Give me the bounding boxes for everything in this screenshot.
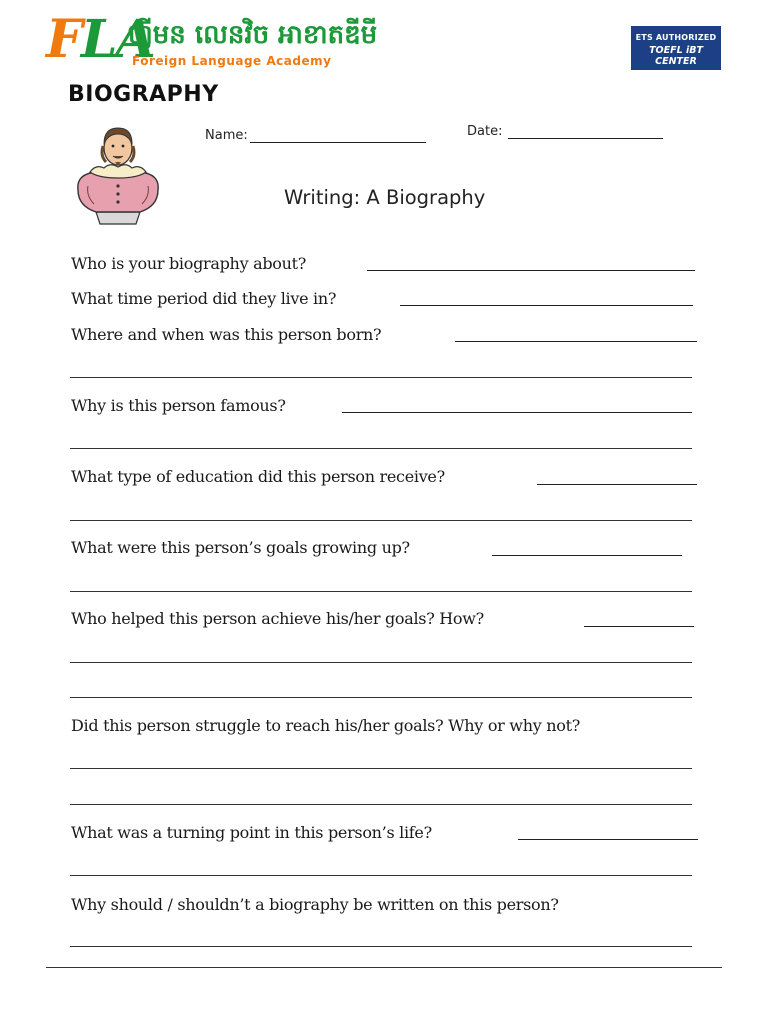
question-4: Why is this person famous? xyxy=(71,396,286,415)
answer-9-extra-line[interactable] xyxy=(70,875,692,876)
answer-8-line-1[interactable] xyxy=(70,768,692,769)
answer-6-line[interactable] xyxy=(492,555,682,556)
answer-6-extra-line[interactable] xyxy=(70,591,692,592)
answer-3-line[interactable] xyxy=(455,341,697,342)
answer-8-line-2[interactable] xyxy=(70,804,692,805)
question-6: What were this person’s goals growing up? xyxy=(71,538,410,557)
answer-4-extra-line[interactable] xyxy=(70,448,692,449)
answer-5-extra-line[interactable] xyxy=(70,520,692,521)
logo-academy-text: Foreign Language Academy xyxy=(132,54,332,68)
answer-1-line[interactable] xyxy=(367,270,695,271)
question-2: What time period did they live in? xyxy=(71,289,337,308)
logo-khmer-text: ហ្វីមន លេនវិច អាខាតឌីមី xyxy=(128,20,378,50)
worksheet-title: Writing: A Biography xyxy=(284,186,486,209)
question-1: Who is your biography about? xyxy=(71,254,307,273)
name-label: Name: xyxy=(205,128,248,143)
answer-7-extra-line-1[interactable] xyxy=(70,662,692,663)
answer-4-line[interactable] xyxy=(342,412,692,413)
badge-line-2: TOEFL iBT CENTER xyxy=(649,45,703,67)
question-5: What type of education did this person receive? xyxy=(71,467,445,486)
fla-logo: FLA xyxy=(46,9,154,70)
answer-10-line[interactable] xyxy=(70,946,692,947)
question-8: Did this person struggle to reach his/her goals? Why or why not? xyxy=(71,716,580,735)
question-7: Who helped this person achieve his/her goals? How? xyxy=(71,609,484,628)
footer-divider xyxy=(46,967,722,968)
answer-9-line[interactable] xyxy=(518,839,698,840)
answer-2-line[interactable] xyxy=(400,305,693,306)
question-3: Where and when was this person born? xyxy=(71,325,382,344)
ets-toefl-badge xyxy=(631,26,721,70)
date-label: Date: xyxy=(467,124,503,139)
question-10: Why should / shouldn’t a biography be written on this person? xyxy=(71,895,559,914)
name-field[interactable] xyxy=(250,142,426,143)
badge-line-1: ETS AUTHORIZED xyxy=(635,33,717,42)
biography-heading: BIOGRAPHY xyxy=(68,82,219,107)
shakespeare-portrait-icon xyxy=(66,120,170,230)
answer-7-extra-line-2[interactable] xyxy=(70,697,692,698)
answer-5-line[interactable] xyxy=(537,484,697,485)
question-9: What was a turning point in this person’s life? xyxy=(71,823,432,842)
answer-7-line[interactable] xyxy=(584,626,694,627)
answer-3-extra-line[interactable] xyxy=(70,377,692,378)
date-field[interactable] xyxy=(508,138,663,139)
